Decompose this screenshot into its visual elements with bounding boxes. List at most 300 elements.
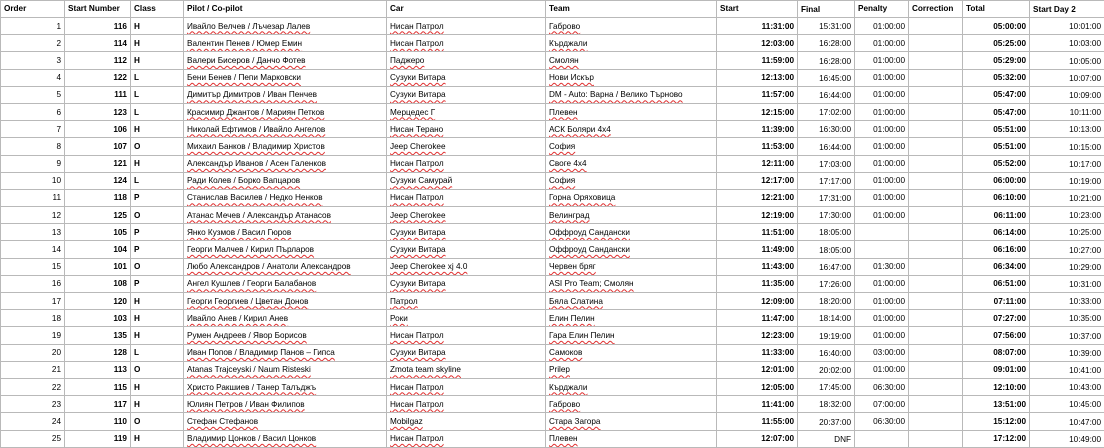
team-cell[interactable]: Кърджали: [546, 378, 717, 395]
table-row[interactable]: [1, 241, 1104, 258]
final-time-cell[interactable]: 16:28:00: [798, 35, 855, 52]
start-day-2-cell[interactable]: 10:01:00: [1030, 18, 1104, 35]
total-time-cell[interactable]: 06:51:00: [963, 275, 1030, 292]
start-time-cell[interactable]: 12:07:00: [717, 430, 798, 447]
team-cell[interactable]: Кърджали: [546, 35, 717, 52]
table-row[interactable]: [1, 103, 1104, 120]
total-time-cell[interactable]: 12:10:00: [963, 378, 1030, 395]
team-cell[interactable]: Елин Пелин: [546, 310, 717, 327]
start-time-cell[interactable]: 11:49:00: [717, 241, 798, 258]
correction-cell[interactable]: [909, 396, 963, 413]
penalty-cell[interactable]: 01:00:00: [855, 35, 909, 52]
order-cell[interactable]: 20: [1, 344, 65, 361]
table-row[interactable]: [1, 413, 1104, 430]
order-cell[interactable]: 23: [1, 396, 65, 413]
order-cell[interactable]: 18: [1, 310, 65, 327]
team-cell[interactable]: Оффроуд Сандански: [546, 224, 717, 241]
penalty-cell[interactable]: 01:00:00: [855, 310, 909, 327]
total-time-cell[interactable]: 05:29:00: [963, 52, 1030, 69]
car-cell[interactable]: Нисан Патрол: [387, 430, 546, 447]
class-cell[interactable]: H: [131, 396, 184, 413]
team-cell[interactable]: Червен бряг: [546, 258, 717, 275]
start-day-2-cell[interactable]: 10:49:00: [1030, 430, 1104, 447]
correction-cell[interactable]: [909, 138, 963, 155]
car-cell[interactable]: Сузуки Витара: [387, 344, 546, 361]
correction-cell[interactable]: [909, 344, 963, 361]
penalty-cell[interactable]: 01:00:00: [855, 155, 909, 172]
team-cell[interactable]: Своге 4х4: [546, 155, 717, 172]
col-header-correction[interactable]: Correction: [909, 1, 963, 18]
final-time-cell[interactable]: 17:45:00: [798, 378, 855, 395]
class-cell[interactable]: O: [131, 361, 184, 378]
final-time-cell[interactable]: 17:30:00: [798, 207, 855, 224]
penalty-cell[interactable]: 01:00:00: [855, 86, 909, 103]
penalty-cell[interactable]: 01:00:00: [855, 275, 909, 292]
start-time-cell[interactable]: 11:31:00: [717, 18, 798, 35]
class-cell[interactable]: H: [131, 35, 184, 52]
penalty-cell[interactable]: [855, 224, 909, 241]
total-time-cell[interactable]: 06:14:00: [963, 224, 1030, 241]
start-number-cell[interactable]: 108: [65, 275, 131, 292]
order-cell[interactable]: 5: [1, 86, 65, 103]
correction-cell[interactable]: [909, 224, 963, 241]
penalty-cell[interactable]: 01:00:00: [855, 138, 909, 155]
total-time-cell[interactable]: 17:12:00: [963, 430, 1030, 447]
order-cell[interactable]: 14: [1, 241, 65, 258]
class-cell[interactable]: O: [131, 138, 184, 155]
final-time-cell[interactable]: 18:05:00: [798, 241, 855, 258]
start-time-cell[interactable]: 11:51:00: [717, 224, 798, 241]
class-cell[interactable]: P: [131, 224, 184, 241]
crew-cell[interactable]: Ивайло Анев / Кирил Анев: [184, 310, 387, 327]
car-cell[interactable]: Нисан Патрол: [387, 35, 546, 52]
total-time-cell[interactable]: 06:16:00: [963, 241, 1030, 258]
penalty-cell[interactable]: [855, 430, 909, 447]
class-cell[interactable]: P: [131, 241, 184, 258]
class-cell[interactable]: P: [131, 189, 184, 206]
start-time-cell[interactable]: 11:53:00: [717, 138, 798, 155]
start-day-2-cell[interactable]: 10:47:00: [1030, 413, 1104, 430]
start-number-cell[interactable]: 117: [65, 396, 131, 413]
total-time-cell[interactable]: 05:47:00: [963, 86, 1030, 103]
total-time-cell[interactable]: 06:10:00: [963, 189, 1030, 206]
team-cell[interactable]: Гара Елин Пелин: [546, 327, 717, 344]
start-day-2-cell[interactable]: 10:21:00: [1030, 189, 1104, 206]
car-cell[interactable]: Нисан Терано: [387, 121, 546, 138]
start-day-2-cell[interactable]: 10:05:00: [1030, 52, 1104, 69]
team-cell[interactable]: София: [546, 138, 717, 155]
table-row[interactable]: [1, 258, 1104, 275]
table-row[interactable]: [1, 430, 1104, 447]
total-time-cell[interactable]: 07:56:00: [963, 327, 1030, 344]
start-time-cell[interactable]: 11:57:00: [717, 86, 798, 103]
crew-cell[interactable]: Христо Ракшиев / Танер Талъджъ: [184, 378, 387, 395]
order-cell[interactable]: 17: [1, 293, 65, 310]
col-header-start-day-2[interactable]: Start Day 2: [1030, 1, 1104, 18]
start-number-cell[interactable]: 101: [65, 258, 131, 275]
crew-cell[interactable]: Димитър Димитров / Иван Пенчев: [184, 86, 387, 103]
penalty-cell[interactable]: 07:00:00: [855, 396, 909, 413]
crew-cell[interactable]: Станислав Василев / Недко Ненков: [184, 189, 387, 206]
penalty-cell[interactable]: 01:00:00: [855, 293, 909, 310]
final-time-cell[interactable]: 18:05:00: [798, 224, 855, 241]
col-header-penalty[interactable]: Penalty: [855, 1, 909, 18]
crew-cell[interactable]: Михаил Банков / Владимир Христов: [184, 138, 387, 155]
start-number-cell[interactable]: 135: [65, 327, 131, 344]
correction-cell[interactable]: [909, 18, 963, 35]
start-day-2-cell[interactable]: 10:41:00: [1030, 361, 1104, 378]
start-time-cell[interactable]: 12:05:00: [717, 378, 798, 395]
penalty-cell[interactable]: 01:00:00: [855, 361, 909, 378]
class-cell[interactable]: O: [131, 258, 184, 275]
class-cell[interactable]: H: [131, 121, 184, 138]
crew-cell[interactable]: Ради Колев / Борко Вапцаров: [184, 172, 387, 189]
start-time-cell[interactable]: 12:01:00: [717, 361, 798, 378]
start-day-2-cell[interactable]: 10:45:00: [1030, 396, 1104, 413]
car-cell[interactable]: Сузуки Витара: [387, 241, 546, 258]
table-row[interactable]: [1, 344, 1104, 361]
penalty-cell[interactable]: 06:30:00: [855, 378, 909, 395]
table-row[interactable]: [1, 86, 1104, 103]
start-time-cell[interactable]: 12:11:00: [717, 155, 798, 172]
team-cell[interactable]: Самоков: [546, 344, 717, 361]
start-day-2-cell[interactable]: 10:17:00: [1030, 155, 1104, 172]
correction-cell[interactable]: [909, 189, 963, 206]
final-time-cell[interactable]: 16:28:00: [798, 52, 855, 69]
col-header-class[interactable]: Class: [131, 1, 184, 18]
class-cell[interactable]: H: [131, 18, 184, 35]
start-day-2-cell[interactable]: 10:23:00: [1030, 207, 1104, 224]
final-time-cell[interactable]: 16:40:00: [798, 344, 855, 361]
correction-cell[interactable]: [909, 310, 963, 327]
correction-cell[interactable]: [909, 378, 963, 395]
final-time-cell[interactable]: 20:37:00: [798, 413, 855, 430]
total-time-cell[interactable]: 05:51:00: [963, 138, 1030, 155]
class-cell[interactable]: H: [131, 155, 184, 172]
car-cell[interactable]: Mobilgaz: [387, 413, 546, 430]
start-time-cell[interactable]: 12:17:00: [717, 172, 798, 189]
col-header-start-number[interactable]: Start Number: [65, 1, 131, 18]
total-time-cell[interactable]: 13:51:00: [963, 396, 1030, 413]
crew-cell[interactable]: Ангел Кушлев / Георги Балабанов: [184, 275, 387, 292]
penalty-cell[interactable]: 01:00:00: [855, 207, 909, 224]
car-cell[interactable]: Jeep Cherokee: [387, 138, 546, 155]
order-cell[interactable]: 22: [1, 378, 65, 395]
final-time-cell[interactable]: 17:26:00: [798, 275, 855, 292]
table-row[interactable]: [1, 275, 1104, 292]
car-cell[interactable]: Роки: [387, 310, 546, 327]
total-time-cell[interactable]: 06:11:00: [963, 207, 1030, 224]
order-cell[interactable]: 24: [1, 413, 65, 430]
correction-cell[interactable]: [909, 121, 963, 138]
start-time-cell[interactable]: 11:41:00: [717, 396, 798, 413]
start-number-cell[interactable]: 121: [65, 155, 131, 172]
crew-cell[interactable]: Валентин Пенев / Юмер Емин: [184, 35, 387, 52]
correction-cell[interactable]: [909, 35, 963, 52]
penalty-cell[interactable]: 01:00:00: [855, 69, 909, 86]
crew-cell[interactable]: Румен Андреев / Явор Борисов: [184, 327, 387, 344]
start-number-cell[interactable]: 113: [65, 361, 131, 378]
correction-cell[interactable]: [909, 207, 963, 224]
start-day-2-cell[interactable]: 10:19:00: [1030, 172, 1104, 189]
start-time-cell[interactable]: 11:33:00: [717, 344, 798, 361]
total-time-cell[interactable]: 07:27:00: [963, 310, 1030, 327]
correction-cell[interactable]: [909, 258, 963, 275]
class-cell[interactable]: H: [131, 293, 184, 310]
team-cell[interactable]: Оффроуд Сандански: [546, 241, 717, 258]
final-time-cell[interactable]: 17:02:00: [798, 103, 855, 120]
penalty-cell[interactable]: 01:00:00: [855, 327, 909, 344]
crew-cell[interactable]: Георги Георгиев / Цветан Донов: [184, 293, 387, 310]
final-time-cell[interactable]: 17:17:00: [798, 172, 855, 189]
crew-cell[interactable]: Владимир Цонков / Васил Цонков: [184, 430, 387, 447]
correction-cell[interactable]: [909, 275, 963, 292]
start-number-cell[interactable]: 103: [65, 310, 131, 327]
class-cell[interactable]: L: [131, 86, 184, 103]
crew-cell[interactable]: Любо Александров / Анатоли Александров: [184, 258, 387, 275]
car-cell[interactable]: Патрол: [387, 293, 546, 310]
car-cell[interactable]: Нисан Патрол: [387, 378, 546, 395]
team-cell[interactable]: Габрово: [546, 396, 717, 413]
crew-cell[interactable]: Александър Иванов / Асен Галенков: [184, 155, 387, 172]
start-number-cell[interactable]: 116: [65, 18, 131, 35]
correction-cell[interactable]: [909, 327, 963, 344]
crew-cell[interactable]: Николай Ефтимов / Ивайло Ангелов: [184, 121, 387, 138]
crew-cell[interactable]: Ивайло Велчев / Лъчезар Лалев: [184, 18, 387, 35]
final-time-cell[interactable]: 17:03:00: [798, 155, 855, 172]
col-header-order[interactable]: Order: [1, 1, 65, 18]
start-day-2-cell[interactable]: 10:39:00: [1030, 344, 1104, 361]
team-cell[interactable]: DM - Auto: Варна / Велико Търново: [546, 86, 717, 103]
class-cell[interactable]: H: [131, 327, 184, 344]
total-time-cell[interactable]: 15:12:00: [963, 413, 1030, 430]
table-row[interactable]: [1, 52, 1104, 69]
final-time-cell[interactable]: 15:31:00: [798, 18, 855, 35]
table-row[interactable]: [1, 310, 1104, 327]
start-time-cell[interactable]: 11:47:00: [717, 310, 798, 327]
correction-cell[interactable]: [909, 413, 963, 430]
car-cell[interactable]: Паджеро: [387, 52, 546, 69]
start-day-2-cell[interactable]: 10:35:00: [1030, 310, 1104, 327]
order-cell[interactable]: 9: [1, 155, 65, 172]
final-time-cell[interactable]: 17:31:00: [798, 189, 855, 206]
total-time-cell[interactable]: 05:25:00: [963, 35, 1030, 52]
order-cell[interactable]: 16: [1, 275, 65, 292]
class-cell[interactable]: O: [131, 413, 184, 430]
correction-cell[interactable]: [909, 241, 963, 258]
final-time-cell[interactable]: 19:19:00: [798, 327, 855, 344]
order-cell[interactable]: 2: [1, 35, 65, 52]
order-cell[interactable]: 3: [1, 52, 65, 69]
correction-cell[interactable]: [909, 172, 963, 189]
team-cell[interactable]: Горна Оряховица: [546, 189, 717, 206]
correction-cell[interactable]: [909, 103, 963, 120]
car-cell[interactable]: Сузуки Витара: [387, 86, 546, 103]
total-time-cell[interactable]: 06:00:00: [963, 172, 1030, 189]
crew-cell[interactable]: Атанас Мечев / Александър Атанасов: [184, 207, 387, 224]
table-row[interactable]: [1, 69, 1104, 86]
start-number-cell[interactable]: 114: [65, 35, 131, 52]
penalty-cell[interactable]: 03:00:00: [855, 344, 909, 361]
team-cell[interactable]: Нови Искър: [546, 69, 717, 86]
table-row[interactable]: [1, 378, 1104, 395]
table-row[interactable]: [1, 189, 1104, 206]
class-cell[interactable]: H: [131, 52, 184, 69]
start-number-cell[interactable]: 111: [65, 86, 131, 103]
car-cell[interactable]: Мерцедес Г: [387, 103, 546, 120]
start-time-cell[interactable]: 12:15:00: [717, 103, 798, 120]
final-time-cell[interactable]: 16:47:00: [798, 258, 855, 275]
total-time-cell[interactable]: 05:51:00: [963, 121, 1030, 138]
start-time-cell[interactable]: 12:09:00: [717, 293, 798, 310]
total-time-cell[interactable]: 09:01:00: [963, 361, 1030, 378]
start-day-2-cell[interactable]: 10:15:00: [1030, 138, 1104, 155]
team-cell[interactable]: Бяла Слатина: [546, 293, 717, 310]
start-time-cell[interactable]: 12:23:00: [717, 327, 798, 344]
col-header-total[interactable]: Total: [963, 1, 1030, 18]
crew-cell[interactable]: Atanas Trajceyski / Naum Risteski: [184, 361, 387, 378]
order-cell[interactable]: 11: [1, 189, 65, 206]
penalty-cell[interactable]: 01:00:00: [855, 189, 909, 206]
start-number-cell[interactable]: 119: [65, 430, 131, 447]
order-cell[interactable]: 25: [1, 430, 65, 447]
team-cell[interactable]: Prilep: [546, 361, 717, 378]
car-cell[interactable]: Нисан Патрол: [387, 396, 546, 413]
order-cell[interactable]: 1: [1, 18, 65, 35]
crew-cell[interactable]: Бени Бенев / Пепи Марковски: [184, 69, 387, 86]
crew-cell[interactable]: Иван Попов / Владимир Панов – Гипса: [184, 344, 387, 361]
class-cell[interactable]: H: [131, 430, 184, 447]
start-day-2-cell[interactable]: 10:29:00: [1030, 258, 1104, 275]
car-cell[interactable]: Сузуки Самурай: [387, 172, 546, 189]
total-time-cell[interactable]: 05:32:00: [963, 69, 1030, 86]
table-row[interactable]: [1, 18, 1104, 35]
final-time-cell[interactable]: 16:44:00: [798, 86, 855, 103]
start-number-cell[interactable]: 112: [65, 52, 131, 69]
table-row[interactable]: [1, 155, 1104, 172]
team-cell[interactable]: Плевен: [546, 103, 717, 120]
start-time-cell[interactable]: 12:13:00: [717, 69, 798, 86]
start-number-cell[interactable]: 106: [65, 121, 131, 138]
car-cell[interactable]: Jeep Cherokee xj 4.0: [387, 258, 546, 275]
final-time-cell[interactable]: 16:30:00: [798, 121, 855, 138]
order-cell[interactable]: 4: [1, 69, 65, 86]
start-day-2-cell[interactable]: 10:11:00: [1030, 103, 1104, 120]
start-day-2-cell[interactable]: 10:31:00: [1030, 275, 1104, 292]
crew-cell[interactable]: Валери Бисеров / Данчо Фотев: [184, 52, 387, 69]
final-time-cell[interactable]: 16:45:00: [798, 69, 855, 86]
table-row[interactable]: [1, 293, 1104, 310]
total-time-cell[interactable]: 07:11:00: [963, 293, 1030, 310]
penalty-cell[interactable]: 01:30:00: [855, 258, 909, 275]
start-day-2-cell[interactable]: 10:27:00: [1030, 241, 1104, 258]
crew-cell[interactable]: Юлиян Петров / Иван Филипов: [184, 396, 387, 413]
start-day-2-cell[interactable]: 10:37:00: [1030, 327, 1104, 344]
start-number-cell[interactable]: 110: [65, 413, 131, 430]
start-time-cell[interactable]: 11:55:00: [717, 413, 798, 430]
car-cell[interactable]: Нисан Патрол: [387, 18, 546, 35]
start-number-cell[interactable]: 107: [65, 138, 131, 155]
start-time-cell[interactable]: 11:35:00: [717, 275, 798, 292]
correction-cell[interactable]: [909, 293, 963, 310]
table-row[interactable]: [1, 207, 1104, 224]
start-day-2-cell[interactable]: 10:09:00: [1030, 86, 1104, 103]
table-row[interactable]: [1, 361, 1104, 378]
penalty-cell[interactable]: 01:00:00: [855, 18, 909, 35]
col-header-crew[interactable]: Pilot / Co-pilot: [184, 1, 387, 18]
table-row[interactable]: [1, 138, 1104, 155]
order-cell[interactable]: 15: [1, 258, 65, 275]
car-cell[interactable]: Нисан Патрол: [387, 155, 546, 172]
col-header-start[interactable]: Start: [717, 1, 798, 18]
total-time-cell[interactable]: 08:07:00: [963, 344, 1030, 361]
col-header-final[interactable]: Final: [798, 1, 855, 18]
correction-cell[interactable]: [909, 86, 963, 103]
start-day-2-cell[interactable]: 10:07:00: [1030, 69, 1104, 86]
total-time-cell[interactable]: 05:47:00: [963, 103, 1030, 120]
final-time-cell[interactable]: 18:14:00: [798, 310, 855, 327]
table-row[interactable]: [1, 396, 1104, 413]
start-number-cell[interactable]: 128: [65, 344, 131, 361]
crew-cell[interactable]: Янко Кузмов / Васил Гюров: [184, 224, 387, 241]
team-cell[interactable]: Смолян: [546, 52, 717, 69]
team-cell[interactable]: Плевен: [546, 430, 717, 447]
car-cell[interactable]: Сузуки Витара: [387, 69, 546, 86]
start-number-cell[interactable]: 115: [65, 378, 131, 395]
col-header-team[interactable]: Team: [546, 1, 717, 18]
final-time-cell[interactable]: 16:44:00: [798, 138, 855, 155]
start-number-cell[interactable]: 123: [65, 103, 131, 120]
start-day-2-cell[interactable]: 10:03:00: [1030, 35, 1104, 52]
col-header-car[interactable]: Car: [387, 1, 546, 18]
total-time-cell[interactable]: 05:52:00: [963, 155, 1030, 172]
car-cell[interactable]: Zmota team skyline: [387, 361, 546, 378]
start-number-cell[interactable]: 105: [65, 224, 131, 241]
team-cell[interactable]: Велинград: [546, 207, 717, 224]
crew-cell[interactable]: Георги Малчев / Кирил Пърларов: [184, 241, 387, 258]
car-cell[interactable]: Нисан Патрол: [387, 327, 546, 344]
class-cell[interactable]: P: [131, 275, 184, 292]
total-time-cell[interactable]: 06:34:00: [963, 258, 1030, 275]
final-time-cell[interactable]: 20:02:00: [798, 361, 855, 378]
crew-cell[interactable]: Красимир Джантов / Мариян Петков: [184, 103, 387, 120]
class-cell[interactable]: L: [131, 103, 184, 120]
car-cell[interactable]: Сузуки Витара: [387, 275, 546, 292]
order-cell[interactable]: 8: [1, 138, 65, 155]
start-time-cell[interactable]: 11:43:00: [717, 258, 798, 275]
penalty-cell[interactable]: 01:00:00: [855, 172, 909, 189]
penalty-cell[interactable]: 06:30:00: [855, 413, 909, 430]
correction-cell[interactable]: [909, 361, 963, 378]
start-day-2-cell[interactable]: 10:13:00: [1030, 121, 1104, 138]
class-cell[interactable]: L: [131, 172, 184, 189]
team-cell[interactable]: АСК Боляри 4х4: [546, 121, 717, 138]
penalty-cell[interactable]: 01:00:00: [855, 121, 909, 138]
team-cell[interactable]: ASI Pro Team; Смолян: [546, 275, 717, 292]
class-cell[interactable]: O: [131, 207, 184, 224]
correction-cell[interactable]: [909, 69, 963, 86]
order-cell[interactable]: 7: [1, 121, 65, 138]
team-cell[interactable]: София: [546, 172, 717, 189]
order-cell[interactable]: 13: [1, 224, 65, 241]
car-cell[interactable]: Сузуки Витара: [387, 224, 546, 241]
car-cell[interactable]: Нисан Патрол: [387, 189, 546, 206]
class-cell[interactable]: L: [131, 69, 184, 86]
team-cell[interactable]: Стара Загора: [546, 413, 717, 430]
start-number-cell[interactable]: 122: [65, 69, 131, 86]
class-cell[interactable]: L: [131, 344, 184, 361]
final-time-cell[interactable]: DNF: [798, 430, 855, 447]
